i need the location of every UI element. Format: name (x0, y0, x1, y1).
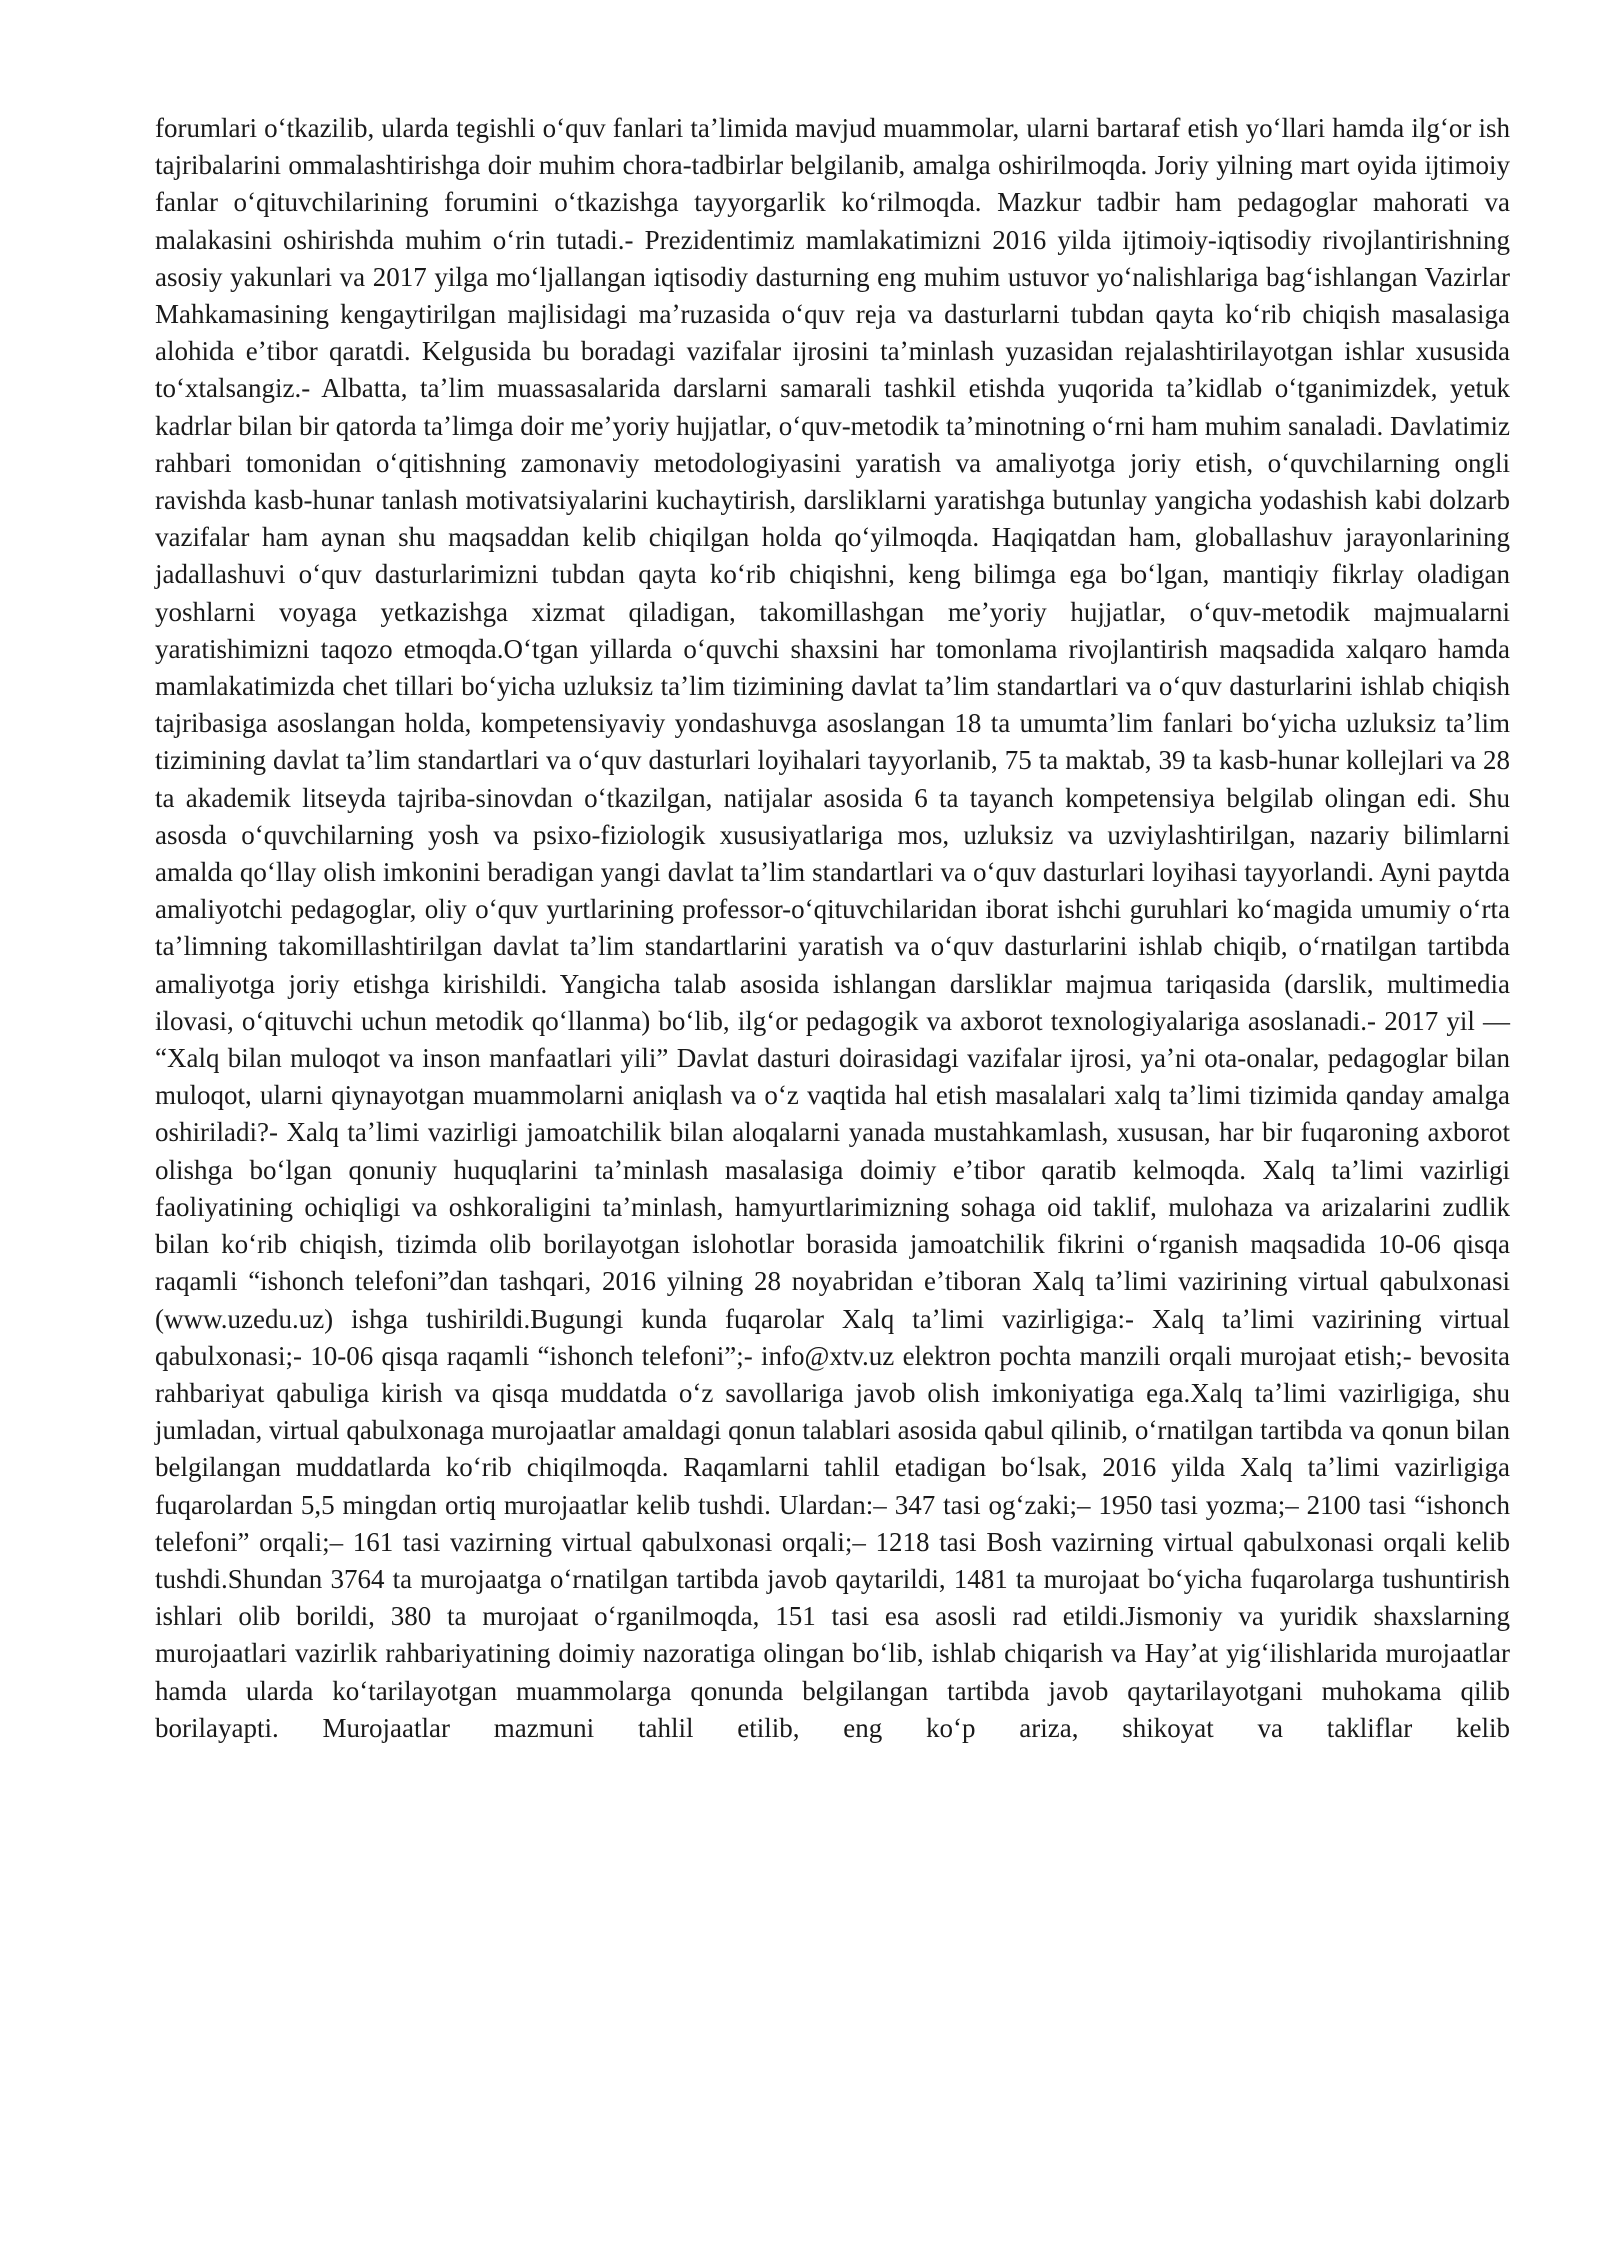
body-paragraph: forumlari oʻtkazilib, ularda tegishli oʻquv fanlari taʼlimida mavjud muammolar, ularni bartaraf etish yoʻllari hamda ilgʻor ish tajribalarini ommalashtirishga doir muhim chora-tadbirlar belgilanib, amalga oshirilmoqda. Joriy yilning mart oyida ijtimoiy fanlar oʻqituvchilarining forumini oʻtkazishga tayyorgarlik koʻrilmoqda. Mazkur tadbir ham pedagoglar mahorati va malakasini oshirishda muhim oʻrin tutadi.- Prezidentimiz mamlakatimizni 2016 yilda ijtimoiy-iqtisodiy rivojlantirishning asosiy yakunlari va 2017 yilga moʻljallangan iqtisodiy dasturning eng muhim ustuvor yoʻnalishlariga bagʻishlangan Vazirlar Mahkamasining kengaytirilgan majlisidagi maʼruzasida oʻquv reja va dasturlarni tubdan qayta koʻrib chiqish masalasiga alohida eʼtibor qaratdi. Kelgusida bu boradagi vazifalar ijrosini taʼminlash yuzasidan rejalashtirilayotgan ishlar xususida toʻxtalsangiz.- Albatta, taʼlim muassasalarida darslarni samarali tashkil etishda yuqorida taʼkidlab oʻtganimizdek, yetuk kadrlar bilan bir qatorda taʼlimga doir meʼyoriy hujjatlar, oʻquv-metodik taʼminotning oʻrni ham muhim sanaladi. Davlatimiz rahbari tomonidan oʻqitishning zamonaviy metodologiyasini yaratish va amaliyotga joriy etish, oʻquvchilarning ongli ravishda kasb-hunar tanlash motivatsiyalarini kuchaytirish, darsliklarni yaratishga butunlay yangicha yodashish kabi dolzarb vazifalar ham aynan shu maqsaddan kelib chiqilgan holda qoʻyilmoqda. Haqiqatdan ham, globallashuv jarayonlarining jadallashuvi oʻquv dasturlarimizni tubdan qayta koʻrib chiqishni, keng bilimga ega boʻlgan, mantiqiy fikrlay oladigan yoshlarni voyaga yetkazishga xizmat qiladigan, takomillashgan meʼyoriy hujjatlar, oʻquv-metodik majmualarni yaratishimizni taqozo etmoqda.Oʻtgan yillarda oʻquvchi shaxsini har tomonlama rivojlantirish maqsadida xalqaro hamda mamlakatimizda chet tillari boʻyicha uzluksiz taʼlim tizimining davlat taʼlim standartlari va oʻquv dasturlarini ishlab chiqish tajribasiga asoslangan holda, kompetensiyaviy yondashuvga asoslangan 18 ta umumtaʼlim fanlari boʻyicha uzluksiz taʼlim tizimining davlat taʼlim standartlari va oʻquv dasturlari loyihalari tayyorlanib, 75 ta maktab, 39 ta kasb-hunar kollejlari va 28 ta akademik litseyda tajriba-sinovdan oʻtkazilgan, natijalar asosida 6 ta tayanch kompetensiya belgilab olingan edi. Shu asosda oʻquvchilarning yosh va psixo-fiziologik xususiyatlariga mos, uzluksiz va uzviylashtirilgan, nazariy bilimlarni amalda qoʻllay olish imkonini beradigan yangi davlat taʼlim standartlari va oʻquv dasturlari loyihasi tayyorlandi. Ayni paytda amaliyotchi pedagoglar, oliy oʻquv yurtlarining professor-oʻqituvchilaridan iborat ishchi guruhlari koʻmagida umumiy oʻrta taʼlimning takomillashtirilgan davlat taʼlim standartlarini yaratish va oʻquv dasturlarini ishlab chiqib, oʻrnatilgan tartibda amaliyotga joriy etishga kirishildi. Yangicha talab asosida ishlangan darsliklar majmua tariqasida (darslik, multimedia ilovasi, oʻqituvchi uchun metodik qoʻllanma) boʻlib, ilgʻor pedagogik va axborot texnologiyalariga asoslanadi.- 2017 yil — “Xalq bilan muloqot va inson manfaatlari yili” Davlat dasturi doirasidagi vazifalar ijrosi, yaʼni ota-onalar, pedagoglar bilan muloqot, ularni qiynayotgan muammolarni aniqlash va oʻz vaqtida hal etish masalalari xalq taʼlimi tizimida qanday amalga oshiriladi?- Xalq taʼlimi vazirligi jamoatchilik bilan aloqalarni yanada mustahkamlash, xususan, har bir fuqaroning axborot olishga boʻlgan qonuniy huquqlarini taʼminlash masalasiga doimiy eʼtibor qaratib kelmoqda. Xalq taʼlimi vazirligi faoliyatining ochiqligi va oshkoraligini taʼminlash, hamyurtlarimizning sohaga oid taklif, mulohaza va arizalarini zudlik bilan koʻrib chiqish, tizimda olib borilayotgan islohotlar borasida jamoatchilik fikrini oʻrganish maqsadida 10-06 qisqa raqamli “ishonch telefoni”dan tashqari, 2016 yilning 28 noyabridan eʼtiboran Xalq taʼlimi vazirining virtual qabulxonasi (www.uzedu.uz) ishga tushirildi.Bugungi kunda fuqarolar Xalq taʼlimi vazirligiga:- Xalq taʼlimi vazirining virtual qabulxonasi;- 10-06 qisqa raqamli “ishonch telefoni”;- info@xtv.uz elektron pochta manzili orqali murojaat etish;- bevosita rahbariyat qabuliga kirish va qisqa muddatda oʻz savollariga javob olish imkoniyatiga ega.Xalq taʼlimi vazirligiga, shu jumladan, virtual qabulxonaga murojaatlar amaldagi qonun talablari asosida qabul qilinib, oʻrnatilgan tartibda va qonun bilan belgilangan muddatlarda koʻrib chiqilmoqda. Raqamlarni tahlil etadigan boʻlsak, 2016 yilda Xalq taʼlimi vazirligiga fuqarolardan 5,5 mingdan ortiq murojaatlar kelib tushdi. Ulardan:– 347 tasi ogʻzaki;– 1950 tasi yozma;– 2100 tasi “ishonch telefoni” orqali;– 161 tasi vazirning virtual qabulxonasi orqali;– 1218 tasi Bosh vazirning virtual qabulxonasi orqali kelib tushdi.Shundan 3764 ta murojaatga oʻrnatilgan tartibda javob qaytarildi, 1481 ta murojaat boʻyicha fuqarolarga tushuntirish ishlari olib borildi, 380 ta murojaat oʻrganilmoqda, 151 tasi esa asosli rad etildi.Jismoniy va yuridik shaxslarning murojaatlari vazirlik rahbariyatining doimiy nazoratiga olingan boʻlib, ishlab chiqarish va Hayʼat yigʻilishlarida murojaatlar hamda ularda koʻtarilayotgan muammolarga qonunda belgilangan tartibda javob qaytarilayotgani muhokama qilib borilayapti. Murojaatlar mazmuni tahlil etilib, eng koʻp ariza, shikoyat va takliflar kelib (155, 113, 1510, 1743)
